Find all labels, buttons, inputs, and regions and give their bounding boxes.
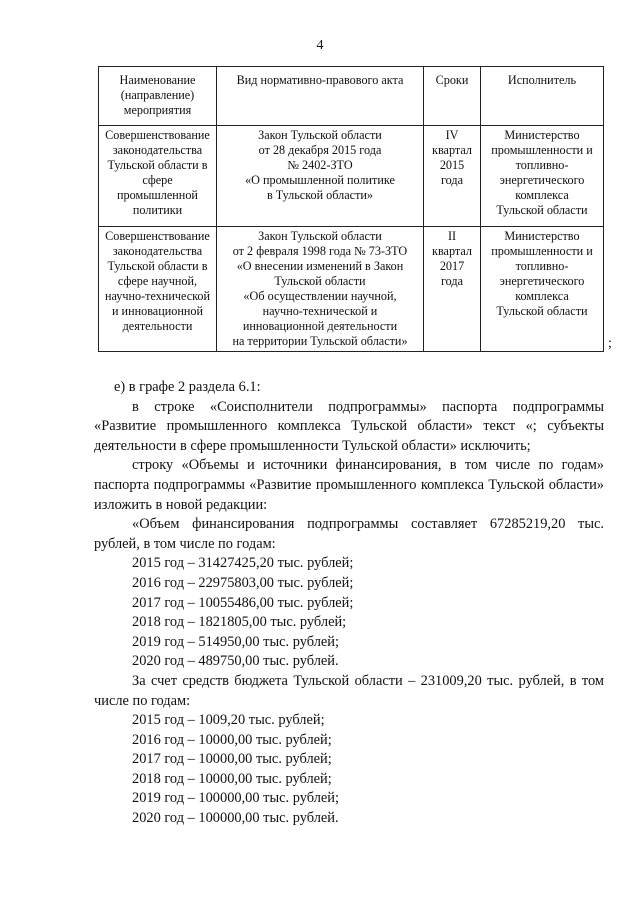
table-cell-event: Совершенствование законодательства Тульской области в сфере промышленной политики	[99, 126, 217, 227]
paragraph-financing-row: строку «Объемы и источники финансирования, в том числе по годам» паспорта подпрограммы «Развитие промышленного комплекса Тульской области» изложить в новой редакции:	[94, 457, 604, 513]
year-line-budget: 2017 год – 10000,00 тыс. рублей;	[132, 751, 332, 768]
table-cell-act: Закон Тульской области от 28 декабря 2015 года № 2402-ЗТО «О промышленной политике в Тульской области»	[217, 126, 424, 227]
paragraph-total-financing: «Объем финансирования подпрограммы составляет 67285219,20 тыс. рублей, в том числе по годам:	[94, 516, 604, 552]
year-line-total: 2017 год – 10055486,00 тыс. рублей;	[132, 594, 354, 611]
year-line-total: 2015 год – 31427425,20 тыс. рублей;	[132, 555, 354, 572]
table-cell-deadline: IV квартал 2015 года	[424, 126, 481, 227]
header-event-name: Наименование (направление) мероприятия	[99, 67, 217, 126]
table-cell-event: Совершенствование законодательства Тульской области в сфере научной, научно-технической и инновационной деятельности	[99, 227, 217, 352]
table-cell-executor: Министерство промышленности и топливно- энергетического комплекса Тульской области	[481, 227, 604, 352]
year-line-budget: 2020 год – 100000,00 тыс. рублей.	[132, 810, 339, 827]
paragraph-coexecutors: в строке «Соисполнители подпрограммы» паспорта подпрограммы «Развитие промышленного комплекса Тульской области» текст «; субъекты деятельности в сфере промышленности Тульской области» исключить;	[94, 398, 604, 454]
year-line-total: 2020 год – 489750,00 тыс. рублей.	[132, 653, 339, 670]
amendment-text	[94, 378, 604, 829]
header-executor: Исполнитель	[481, 67, 604, 126]
paragraph-regional-budget: За счет средств бюджета Тульской области – 231009,20 тыс. рублей, в том числе по годам:	[94, 672, 604, 709]
table-trailing-semicolon: ;	[608, 336, 612, 351]
year-line-total: 2018 год – 1821805,00 тыс. рублей;	[132, 614, 347, 631]
table-cell-executor: Министерство промышленности и топливно- энергетического комплекса Тульской области	[481, 126, 604, 227]
year-line-total: 2019 год – 514950,00 тыс. рублей;	[132, 633, 339, 650]
page-number: 4	[316, 38, 324, 53]
table-header-row	[99, 67, 604, 126]
header-act-type: Вид нормативно-правового акта	[217, 67, 424, 126]
year-line-budget: 2016 год – 10000,00 тыс. рублей;	[132, 731, 332, 748]
year-line-total: 2016 год – 22975803,00 тыс. рублей;	[132, 574, 354, 591]
year-line-budget: 2018 год – 10000,00 тыс. рублей;	[132, 770, 332, 787]
table-row	[99, 227, 604, 352]
table-row	[99, 126, 604, 227]
table-cell-act: Закон Тульской области от 2 февраля 1998 года № 73-ЗТО «О внесении изменений в Закон Тульской области «Об осуществлении научной, научно-технической и инновационной деятельности на территории Тульской области»	[217, 227, 424, 352]
year-line-budget: 2019 год – 100000,00 тыс. рублей;	[132, 790, 339, 807]
table-cell-deadline: II квартал 2017 года	[424, 227, 481, 352]
year-line-budget: 2015 год – 1009,20 тыс. рублей;	[132, 712, 325, 729]
header-deadlines: Сроки	[424, 67, 481, 126]
item-e: е) в графе 2 раздела 6.1:	[114, 379, 261, 395]
legal-acts-table	[98, 66, 604, 352]
